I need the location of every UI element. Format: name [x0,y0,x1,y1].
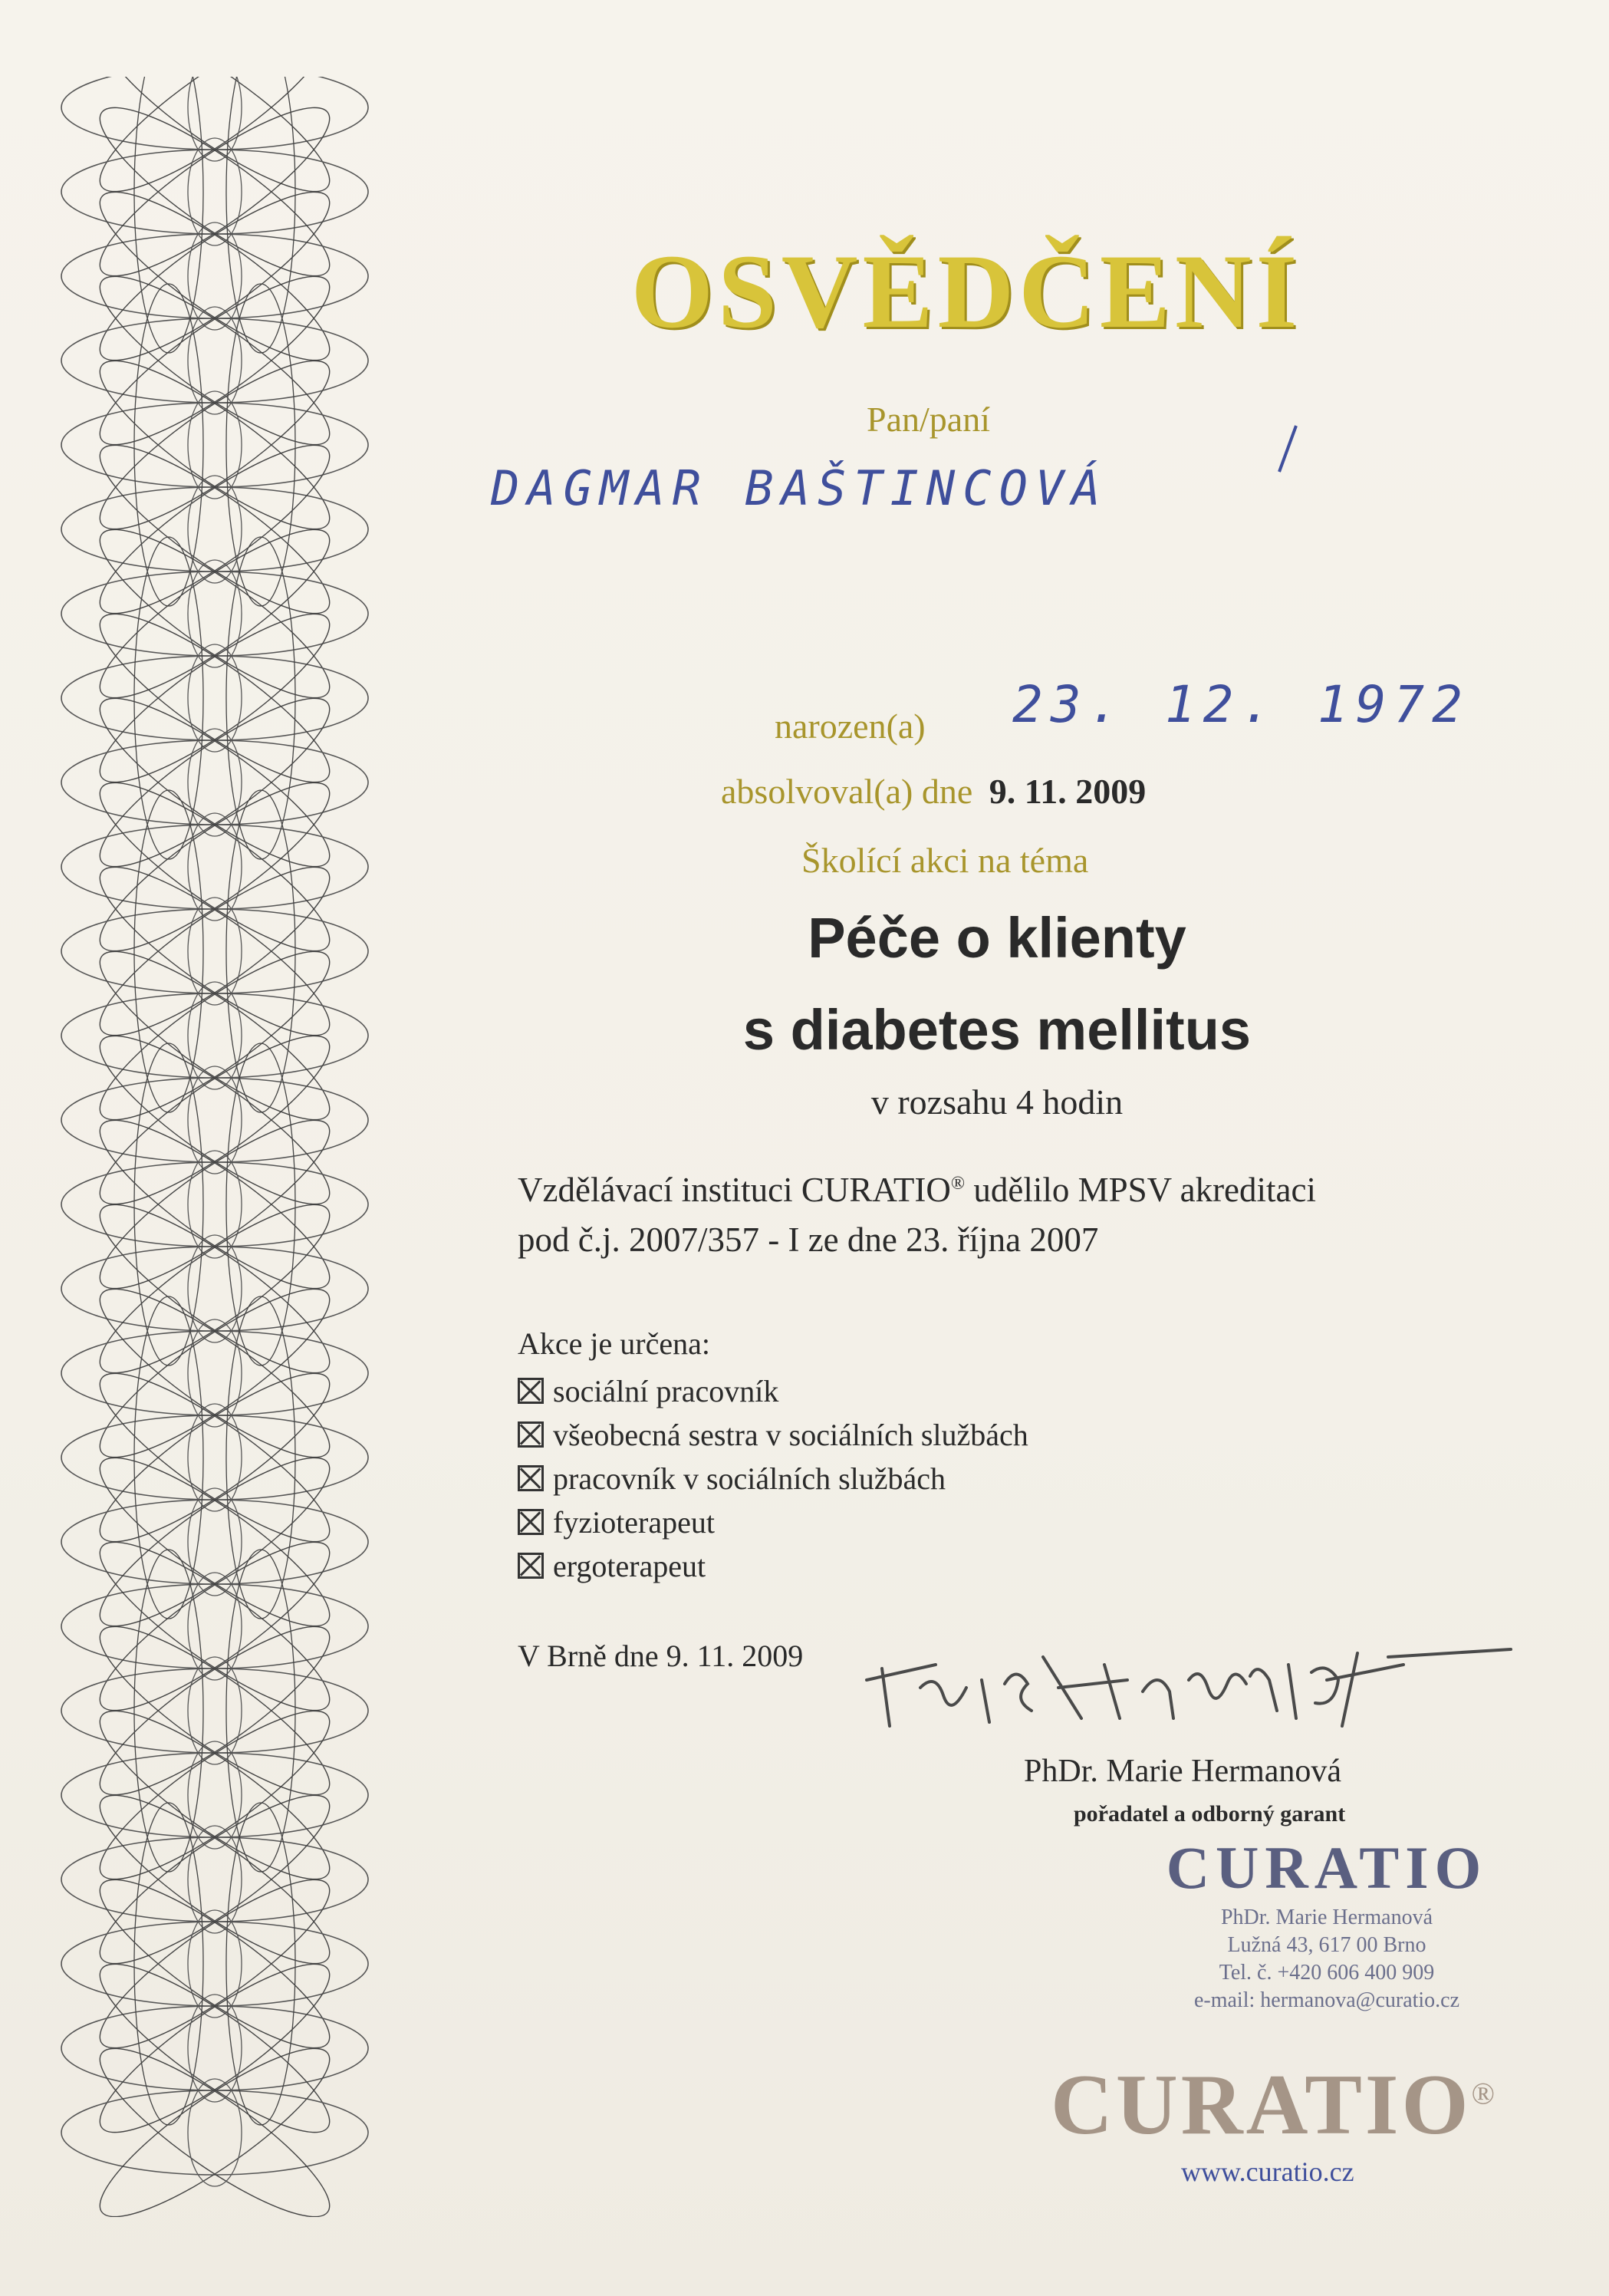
stamp-brand: CURATIO [1166,1834,1488,1901]
audience-item: sociální pracovník [518,1369,1028,1413]
salutation-label: Pan/paní [867,400,990,439]
checked-box-icon [518,1378,544,1404]
institution-stamp [1112,1833,1542,2014]
audience-list [518,1369,1028,1588]
audience-item: fyzioterapeut [518,1500,1028,1544]
accreditation-line2: pod č.j. 2007/357 - I ze dne 23. října 2007 [518,1220,1099,1259]
stamp-line: e-mail: hermanova@curatio.cz [1193,1988,1460,2012]
registered-mark: ® [950,1174,966,1194]
website-link[interactable]: www.curatio.cz [1181,2156,1354,2187]
audience-item: ergoterapeut [518,1544,1028,1588]
curatio-logo [1051,2056,1498,2155]
guilloche-ornament [46,77,383,2217]
course-title-line1: Péče o klienty [808,906,1186,970]
place-and-date: V Brně dne 9. 11. 2009 [518,1639,804,1673]
checked-box-icon [518,1465,544,1491]
accreditation-suffix: udělilo MPSV akreditaci [965,1171,1316,1209]
audience-item: pracovník v sociálních službách [518,1457,1028,1500]
signatory-name: PhDr. Marie Hermanová [1024,1754,1342,1789]
stamp-line: Tel. č. +420 606 400 909 [1219,1961,1435,1985]
signatory-role: pořadatel a odborný garant [1074,1801,1346,1827]
recipient-name: DAGMAR BAŠTINCOVÁ [491,460,1108,516]
handwritten-stroke [1273,422,1304,476]
signature [851,1634,1542,1741]
checked-box-icon [518,1421,544,1448]
course-scope: v rozsahu 4 hodin [870,1082,1124,1122]
logo-registered-mark: ® [1471,2076,1499,2111]
certificate-title: OSVĚDČENÍ [630,232,1302,350]
audience-heading: Akce je určena: [518,1326,710,1361]
accreditation-line1 [518,1170,1316,1210]
completion-label: absolvoval(a) dne [721,772,973,811]
birth-date: 23. 12. 1972 [1012,675,1470,734]
topic-intro: Školící akci na téma [801,841,1089,880]
logo-text: CURATIO [1051,2057,1472,2153]
checked-box-icon [518,1509,544,1535]
birth-label: narozen(a) [775,707,926,746]
checked-box-icon [518,1553,544,1579]
completion-date: 9. 11. 2009 [989,772,1147,811]
stamp-line: PhDr. Marie Hermanová [1220,1906,1433,1929]
stamp-line: Lužná 43, 617 00 Brno [1227,1933,1426,1957]
accreditation-prefix: Vzdělávací instituci CURATIO [518,1171,951,1209]
audience-item: všeobecná sestra v sociálních službách [518,1413,1028,1457]
course-title-line2: s diabetes mellitus [742,998,1252,1062]
